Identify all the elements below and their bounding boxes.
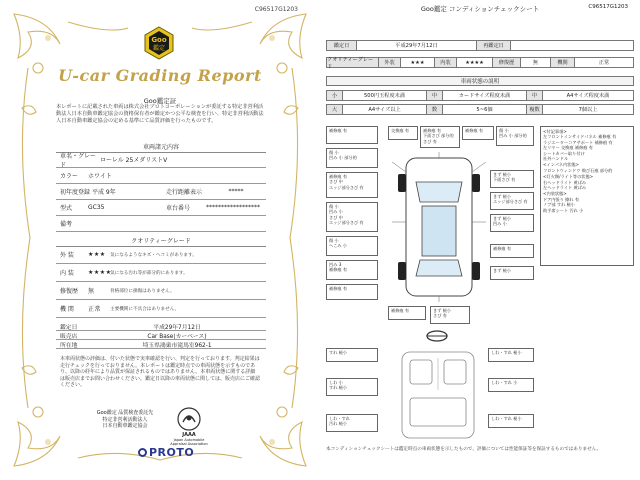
vehicle-row-model: 型式 GC35 車台番号 ****************** xyxy=(56,200,266,216)
damage-box: きず 極小 下面さび 有 xyxy=(490,170,534,188)
explanation-title: 車両状態の説明 xyxy=(326,76,634,86)
report-title: U-car Grading Report xyxy=(58,66,262,85)
damage-box: きず 極小 xyxy=(490,266,534,280)
address-row: 所在地 埼玉県鴻巣市滝馬室962-1 xyxy=(56,340,266,349)
svg-text:鑑定: 鑑定 xyxy=(152,45,166,52)
vehicle-row-color: カラー ホワイト xyxy=(56,168,266,184)
appraisal-date-row: 鑑定日 平成29年7月12日 xyxy=(56,322,266,331)
quality-grade-grid: クオリティーグレード 外装 ★★★ 内装 ★★★★ 修復歴 無 機関 正常 xyxy=(326,57,634,68)
appraisal-date-grid: 鑑定日 平成29年7月12日 再鑑定日 xyxy=(326,40,634,51)
damage-box: きず 極小 さび 有 xyxy=(430,306,470,324)
report-intro-text: 本レポートに記載された車両は株式会社プロトコーポレーションが委託する特定非営利活動法人日本自動車鑑定協会の資格保有者が鑑定かつ公平な検査を行い、特定非営利活動法人日本自動車鑑定協会の定める基準にて品質評価を行ったものです。 xyxy=(56,104,264,125)
damage-box: 補修痕 有 xyxy=(388,306,426,320)
size-legend-row2: 大 A4サイズ以上 数 5~6個 複数 7個以上 xyxy=(326,104,634,115)
damage-box: 補修痕 有 xyxy=(490,244,534,258)
interior-box: しわ 小 すれ 極小 xyxy=(326,378,378,396)
quality-row-engine: 機 関 正常 主要機関に不具合はありません。 xyxy=(56,300,266,318)
certificate-code: C96517G1203 xyxy=(254,6,298,13)
vehicle-row-remarks: 備考 xyxy=(56,216,266,232)
size-legend-row1: 小 500円玉程度未満 中 カードサイズ程度未満 中 A4サイズ程度未満 xyxy=(326,90,634,101)
dealer-row: 販売店 Car Base(カーベース) xyxy=(56,331,266,340)
damage-box: 補修痕 有 下面さび 部分的 さび 有 xyxy=(420,126,460,148)
svg-text:Goo: Goo xyxy=(151,36,167,44)
car-interior-diagram xyxy=(392,350,484,440)
damage-box: 補修痕 有 xyxy=(326,284,378,300)
interior-box: しわ・すれ 極小 xyxy=(488,348,534,362)
appraisal-organization: Goo鑑定 品質検査委託先 特定非営利活動法人 日本自動車鑑定協会 xyxy=(96,410,154,429)
damage-box: 補修痕 有 xyxy=(326,126,378,144)
goo-appraisal-badge-icon xyxy=(142,26,176,60)
interior-box: しわ・すれ 極小 xyxy=(488,414,534,428)
steering-wheel-icon xyxy=(426,330,448,342)
proto-mark-icon xyxy=(138,448,147,457)
vehicle-section-title: 車両諸元内容 xyxy=(56,142,266,153)
car-top-view-diagram xyxy=(392,152,486,302)
interior-box: しわ・すれ 小 xyxy=(488,378,534,392)
sheet-code: C96517G1203 xyxy=(588,4,628,10)
damage-box: 傷 小 へこみ 小 xyxy=(326,236,378,256)
damage-box: きず 極小 エッジ部分さび 有 xyxy=(490,192,534,210)
condition-check-sheet xyxy=(320,0,640,480)
report-subtitle: Goo鑑定証 xyxy=(143,97,177,105)
damage-map xyxy=(326,126,634,442)
vehicle-row-first-registration: 初年度登録 平成 9年 走行距離表示 ***** xyxy=(56,184,266,200)
quality-section-title: クオリティーグレード xyxy=(56,236,266,247)
damage-box: きず 極小 凹み 小 xyxy=(490,214,534,232)
jaaa-logo-icon xyxy=(176,406,202,432)
vehicle-row-name: 車名・グレード ローレル 25メダリストV xyxy=(56,152,266,168)
interior-box: しわ・すれ 汚れ 極小 xyxy=(326,414,378,432)
proto-logo: PROTO xyxy=(138,446,194,459)
sheet-title: Goo鑑定 コンディションチェックシート xyxy=(420,5,540,13)
jaaa-label: JAAA Japan Automobile Appraisal Association xyxy=(170,432,208,446)
notes-box: <付記事項> 左フロントインサイドパネル 補修痕 有 ラジエーターコアサポート 補修痕 有 左リヤー 交換痕 補修痕 有 シートカバー取り付け 社外ハンドル <インパネ内状態> フロントウィンドウ 飛び石痕 部分的 <灯火類/ライト等の状態> 右ヘッドライト 黄ばみ 左ヘッドライト 黄ばみ <内装状態> ドア内張り 擦れ 有 ノブ部 すれ 極小 助手席シート 汚れ 小 xyxy=(540,126,634,266)
certificate-footnote: 本車両状態の評価は、付いた状態で実車確認を行い、判定を行っております。判定結果は走行チェックを行っておりません。本レポートは鑑定時点での車両状態を示すものであり、以降の経年により品質が保証されるものではありません。本車両状態に関する詳細は販売店までお問い合わせください。鑑定日以降の車両状態に関しては、販売店にご確認ください。 xyxy=(60,356,261,389)
damage-box: 補修痕 有 さび 中 エッジ部分さび 有 xyxy=(326,172,378,198)
sheet-footer: 本コンディションチェックシートは鑑定時点の車両状態を示したもので、評価については性能保証等を保証するものではありません。 xyxy=(326,447,602,452)
damage-box: 傷 小 凹み 小 部分的 xyxy=(326,148,378,168)
damage-box: 傷 小 凹み 小 部分的 xyxy=(496,126,534,146)
quality-row-repair-history: 修復歴 無 骨格部位に損傷はありません。 xyxy=(56,282,266,300)
damage-box: 交換痕 有 xyxy=(388,126,418,140)
interior-box: すれ 極小 xyxy=(326,348,378,362)
damage-box: 凹み 3 補修痕 有 xyxy=(326,260,378,280)
issue-info xyxy=(56,322,266,349)
damage-box: 補修痕 有 xyxy=(462,126,494,140)
damage-box: 傷 小 凹み 小 さび 中 エッジ部分さび 有 xyxy=(326,202,378,232)
quality-row-exterior: 外 装 ★★★ 気になるようなキズ・ヘコミがあります。 xyxy=(56,246,266,264)
quality-row-interior: 内 装 ★★★★ 気になる汚れ等が部分的にあります。 xyxy=(56,264,266,282)
